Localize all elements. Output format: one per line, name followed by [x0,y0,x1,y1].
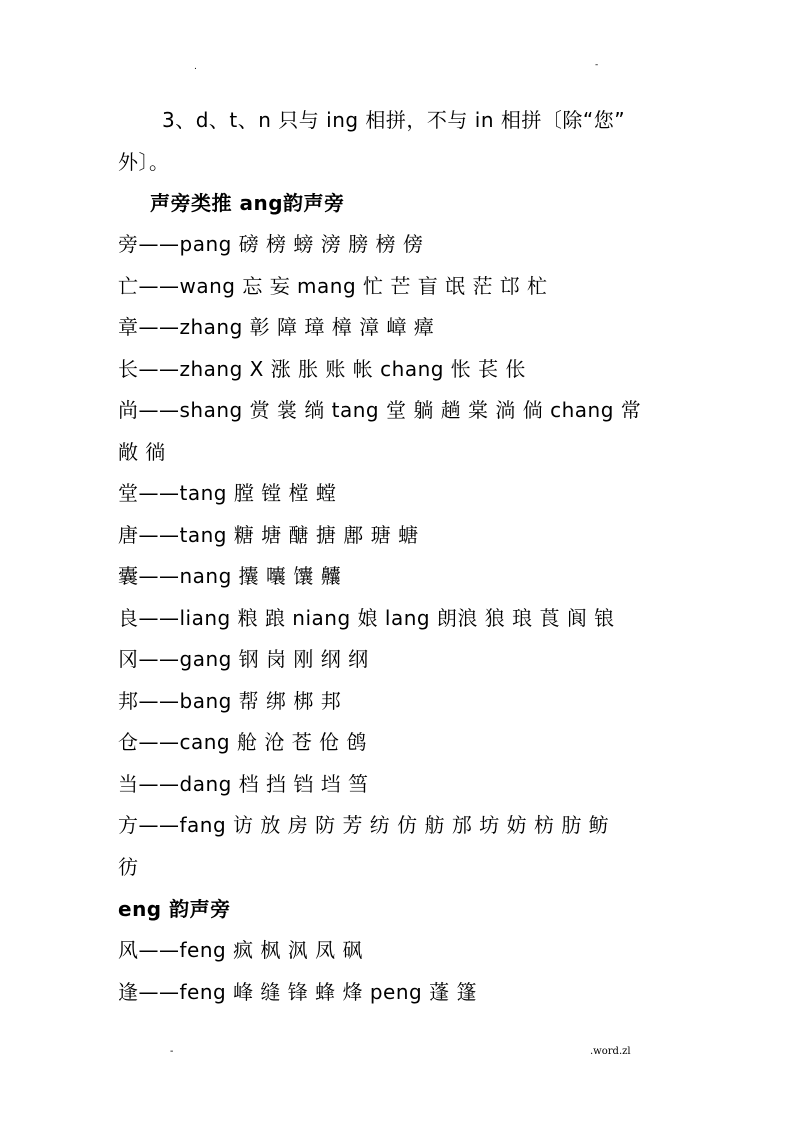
ang-row: 邦——bang 帮 绑 梆 邦 [118,689,342,713]
ang-row: 堂——tang 膛 镗 樘 螳 [118,481,337,505]
ang-row: 尚——shang 赏 裳 绱 tang 堂 躺 趟 棠 淌 倘 chang 常 [118,398,642,422]
ang-row: 仓——cang 舱 沧 苍 伧 鸧 [118,730,367,754]
ang-section-heading: 声旁类推 ang韵声旁 [150,191,345,215]
ang-row: 长——zhang X 涨 胀 账 帐 chang 怅 苌 伥 [118,357,527,381]
ang-row: 良——liang 粮 踉 niang 娘 lang 朗浪 狼 琅 莨 阆 锒 [118,606,615,630]
ang-row: 章——zhang 彰 障 璋 樟 漳 嶂 瘴 [118,315,435,339]
ang-row: 亡——wang 忘 妄 mang 忙 芒 盲 氓 茫 邙 杧 [118,274,548,298]
footer-right-text: .word.zl [590,1046,631,1057]
ang-row: 旁——pang 磅 榜 螃 滂 膀 榜 傍 [118,232,424,256]
ang-row: 当——dang 档 挡 铛 垱 筜 [118,772,369,796]
ang-row-continuation: 敞 徜 [118,440,166,464]
ang-row: 冈——gang 钢 岗 刚 纲 纲 [118,647,369,671]
ang-row: 囊——nang 攮 囔 馕 齉 [118,564,342,588]
header-right-mark: - [595,60,599,70]
eng-section-heading: eng 韵声旁 [118,897,231,921]
paragraph-line-2: 外〕。 [118,150,170,174]
eng-row: 逢——feng 峰 缝 锋 蜂 烽 peng 蓬 篷 [118,980,477,1004]
ang-row-continuation: 彷 [118,855,139,879]
header-left-mark: . [194,62,197,72]
eng-row: 风——feng 疯 枫 沨 凤 砜 [118,938,364,962]
ang-row: 方——fang 访 放 房 防 芳 纺 仿 舫 邡 坊 妨 枋 肪 鲂 [118,813,610,837]
ang-row: 唐——tang 糖 塘 醣 搪 鄌 瑭 螗 [118,523,419,547]
footer-left-mark: - [170,1046,174,1057]
paragraph-line-1: 3、d、t、n 只与 ing 相拼，不与 in 相拼〔除“您” [162,108,626,132]
